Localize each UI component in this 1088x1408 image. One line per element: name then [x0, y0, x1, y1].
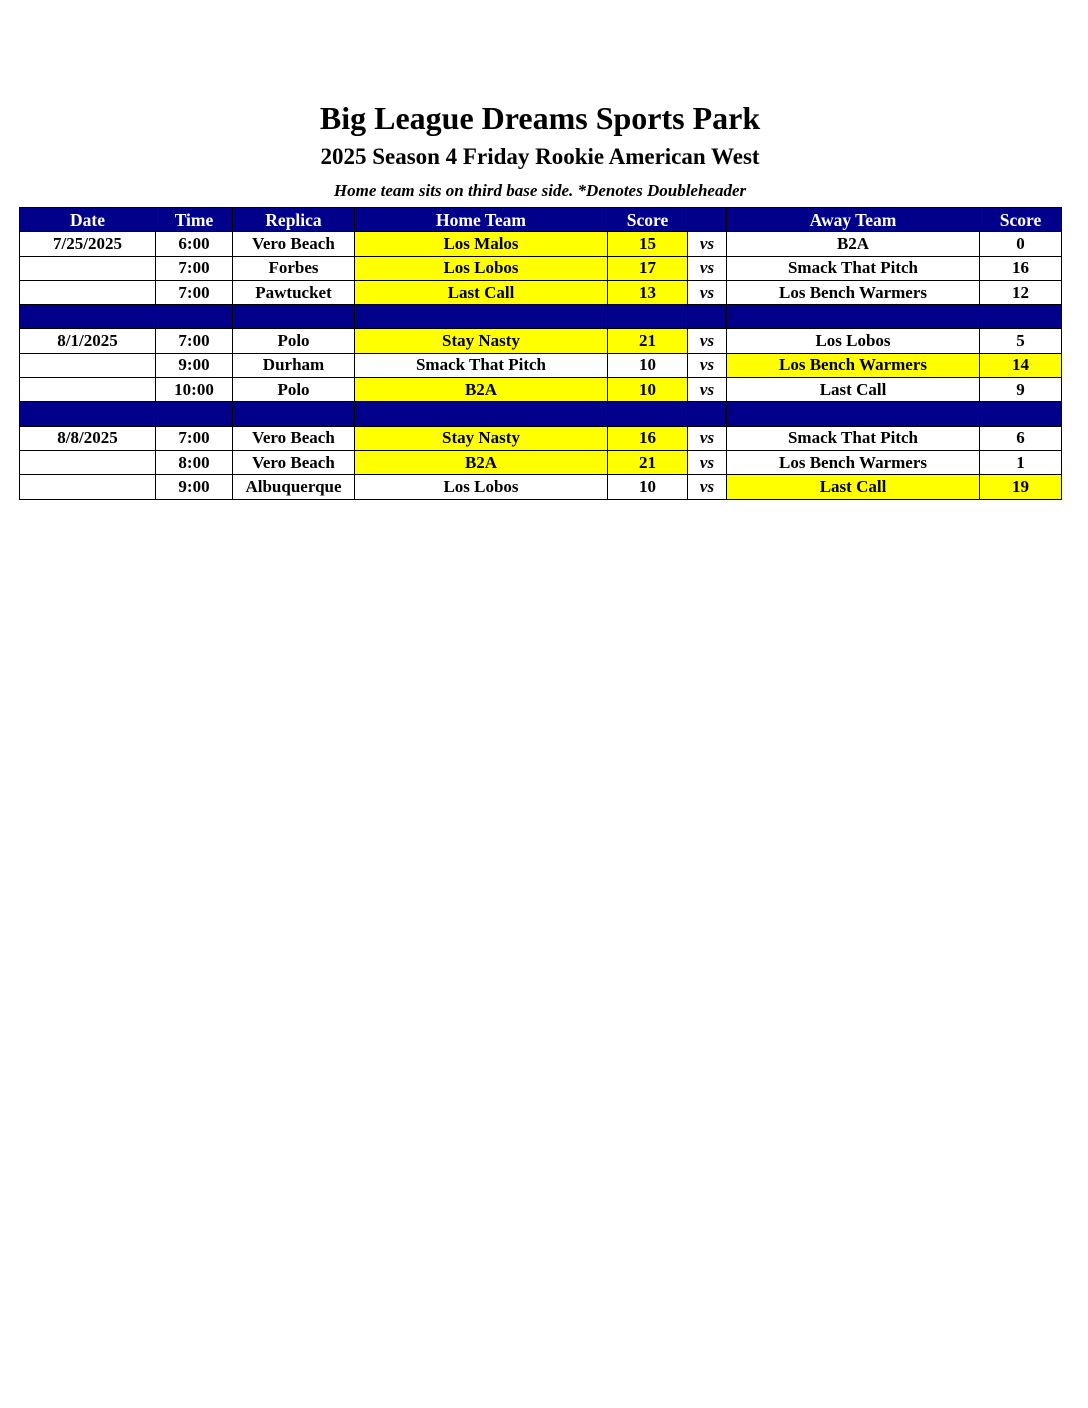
separator-cell	[355, 402, 608, 426]
header-away-score: Score	[980, 208, 1062, 232]
cell-replica: Pawtucket	[233, 280, 355, 304]
separator-cell	[156, 402, 233, 426]
separator-cell	[20, 402, 156, 426]
cell-away-team: Last Call	[727, 378, 980, 402]
cell-away-team: Los Bench Warmers	[727, 353, 980, 377]
cell-time: 10:00	[156, 378, 233, 402]
separator-cell	[727, 402, 980, 426]
cell-away-score: 12	[980, 280, 1062, 304]
cell-away-score: 19	[980, 475, 1062, 499]
cell-replica: Durham	[233, 353, 355, 377]
cell-vs: vs	[688, 426, 727, 450]
cell-home-score: 10	[608, 353, 688, 377]
separator-cell	[688, 402, 727, 426]
separator-cell	[980, 305, 1062, 329]
cell-home-team: Los Malos	[355, 232, 608, 256]
cell-date: 8/1/2025	[20, 329, 156, 353]
header-home-team: Home Team	[355, 208, 608, 232]
cell-away-score: 9	[980, 378, 1062, 402]
cell-away-team: Los Lobos	[727, 329, 980, 353]
cell-time: 8:00	[156, 450, 233, 474]
cell-away-score: 6	[980, 426, 1062, 450]
separator-cell	[20, 305, 156, 329]
separator-cell	[688, 305, 727, 329]
cell-date	[20, 378, 156, 402]
separator-cell	[156, 305, 233, 329]
cell-home-team: Last Call	[355, 280, 608, 304]
table-row	[20, 475, 1062, 499]
separator-cell	[233, 305, 355, 329]
cell-away-score: 0	[980, 232, 1062, 256]
cell-home-team: Smack That Pitch	[355, 353, 608, 377]
cell-away-score: 16	[980, 256, 1062, 280]
week-separator-row	[20, 402, 1062, 426]
cell-vs: vs	[688, 256, 727, 280]
separator-cell	[608, 402, 688, 426]
table-row	[20, 232, 1062, 256]
header-replica: Replica	[233, 208, 355, 232]
cell-away-team: B2A	[727, 232, 980, 256]
cell-vs: vs	[688, 232, 727, 256]
separator-cell	[980, 402, 1062, 426]
cell-time: 7:00	[156, 426, 233, 450]
page-title: Big League Dreams Sports Park	[319, 100, 761, 136]
cell-replica: Albuquerque	[233, 475, 355, 499]
cell-away-score: 14	[980, 353, 1062, 377]
header-home-score: Score	[608, 208, 688, 232]
cell-home-score: 13	[608, 280, 688, 304]
cell-vs: vs	[688, 450, 727, 474]
cell-home-team: Los Lobos	[355, 475, 608, 499]
cell-replica: Polo	[233, 378, 355, 402]
cell-time: 9:00	[156, 353, 233, 377]
cell-home-score: 10	[608, 475, 688, 499]
table-row	[20, 426, 1062, 450]
schedule-body	[20, 232, 1062, 499]
cell-home-team: B2A	[355, 450, 608, 474]
cell-home-score: 15	[608, 232, 688, 256]
cell-replica: Vero Beach	[233, 450, 355, 474]
cell-away-score: 1	[980, 450, 1062, 474]
cell-away-team: Smack That Pitch	[727, 426, 980, 450]
cell-date	[20, 450, 156, 474]
header-time: Time	[156, 208, 233, 232]
header-date: Date	[20, 208, 156, 232]
cell-date	[20, 256, 156, 280]
cell-time: 7:00	[156, 329, 233, 353]
separator-cell	[608, 305, 688, 329]
cell-home-score: 16	[608, 426, 688, 450]
separator-cell	[355, 305, 608, 329]
cell-date	[20, 475, 156, 499]
cell-away-team: Los Bench Warmers	[727, 450, 980, 474]
cell-home-score: 21	[608, 329, 688, 353]
table-header-row	[20, 208, 1062, 232]
page-subtitle: 2025 Season 4 Friday Rookie American West	[320, 144, 760, 169]
header-away-team: Away Team	[727, 208, 980, 232]
cell-replica: Vero Beach	[233, 426, 355, 450]
cell-away-team: Los Bench Warmers	[727, 280, 980, 304]
cell-home-team: Stay Nasty	[355, 426, 608, 450]
cell-home-score: 10	[608, 378, 688, 402]
cell-time: 7:00	[156, 256, 233, 280]
cell-home-team: Stay Nasty	[355, 329, 608, 353]
cell-time: 9:00	[156, 475, 233, 499]
table-row	[20, 280, 1062, 304]
separator-cell	[233, 402, 355, 426]
cell-home-score: 21	[608, 450, 688, 474]
cell-home-team: Los Lobos	[355, 256, 608, 280]
cell-vs: vs	[688, 329, 727, 353]
separator-cell	[727, 305, 980, 329]
cell-away-score: 5	[980, 329, 1062, 353]
cell-replica: Vero Beach	[233, 232, 355, 256]
table-row	[20, 353, 1062, 377]
schedule-note: Home team sits on third base side. *Denotes Doubleheader	[333, 181, 747, 200]
cell-date: 8/8/2025	[20, 426, 156, 450]
week-separator-row	[20, 305, 1062, 329]
cell-vs: vs	[688, 280, 727, 304]
cell-home-score: 17	[608, 256, 688, 280]
cell-date	[20, 280, 156, 304]
cell-vs: vs	[688, 378, 727, 402]
table-row	[20, 256, 1062, 280]
cell-replica: Polo	[233, 329, 355, 353]
cell-home-team: B2A	[355, 378, 608, 402]
schedule-table	[19, 207, 1062, 500]
header-vs	[688, 208, 727, 232]
cell-away-team: Smack That Pitch	[727, 256, 980, 280]
cell-time: 7:00	[156, 280, 233, 304]
cell-date: 7/25/2025	[20, 232, 156, 256]
table-row	[20, 329, 1062, 353]
cell-away-team: Last Call	[727, 475, 980, 499]
table-row	[20, 378, 1062, 402]
cell-vs: vs	[688, 475, 727, 499]
cell-time: 6:00	[156, 232, 233, 256]
table-row	[20, 450, 1062, 474]
cell-replica: Forbes	[233, 256, 355, 280]
cell-date	[20, 353, 156, 377]
cell-vs: vs	[688, 353, 727, 377]
